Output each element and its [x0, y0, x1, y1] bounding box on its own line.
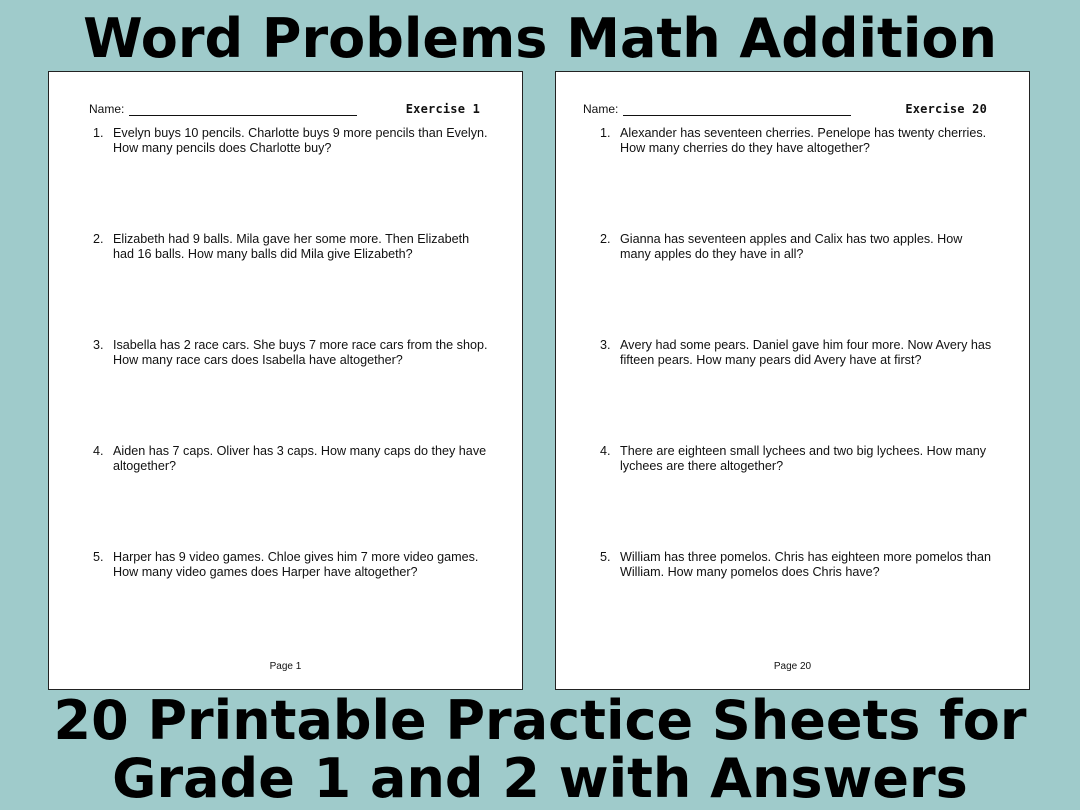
problem-text: Harper has 9 video games. Chloe gives him 7 more video games. How many video games does Harper have altogether? [113, 550, 479, 579]
problem-text: Elizabeth had 9 balls. Mila gave her some more. Then Elizabeth had 16 balls. How many balls did Mila give Elizabeth? [113, 232, 470, 261]
problem-text: Evelyn buys 10 pencils. Charlotte buys 9 more pencils than Evelyn. How many pencils does Charlotte buy? [113, 126, 488, 155]
problem-item [600, 232, 992, 262]
problem-number: 3. [93, 338, 104, 352]
problem-item [93, 550, 493, 580]
problem-number: 4. [93, 444, 104, 458]
problem-text: Gianna has seventeen apples and Calix has two apples. How many apples do they have in all? [620, 232, 963, 261]
problem-item [600, 550, 992, 580]
problem-item [600, 126, 992, 156]
problem-item [600, 338, 992, 368]
subtitle-line-1: 20 Printable Practice Sheets for [53, 689, 1027, 752]
problem-item [93, 232, 493, 262]
problem-text: There are eighteen small lychees and two big lychees. How many lychees are there altogether? [620, 444, 987, 473]
name-label: Name: [583, 102, 619, 116]
name-label: Name: [89, 102, 125, 116]
problem-text: Alexander has seventeen cherries. Penelope has twenty cherries. How many cherries do they have altogether? [620, 126, 987, 155]
worksheet-exercise-1 [48, 71, 523, 690]
problem-text: Avery had some pears. Daniel gave him four more. Now Avery has fifteen pears. How many pears did Avery have at first? [620, 338, 992, 367]
page-title: Word Problems Math Addition [83, 7, 997, 70]
sheet-header [89, 102, 480, 118]
problem-text: William has three pomelos. Chris has eighteen more pomelos than William. How many pomelos does Chris have? [620, 550, 991, 579]
page-number: Page 20 [773, 661, 812, 672]
problem-item [93, 444, 493, 474]
problem-number: 1. [93, 126, 104, 140]
sheet-header [583, 102, 987, 118]
problem-number: 2. [93, 232, 104, 246]
name-line [129, 115, 357, 116]
problem-text: Aiden has 7 caps. Oliver has 3 caps. How many caps do they have altogether? [113, 444, 487, 473]
problem-text: Isabella has 2 race cars. She buys 7 more race cars from the shop. How many race cars does Isabella have altogether? [113, 338, 488, 367]
exercise-label: Exercise 20 [905, 102, 987, 116]
problem-number: 3. [600, 338, 611, 352]
problem-number: 2. [600, 232, 611, 246]
exercise-label: Exercise 1 [405, 102, 480, 116]
problem-item [600, 444, 992, 474]
worksheet-exercise-20 [555, 71, 1030, 690]
subtitle-line-2: Grade 1 and 2 with Answers [112, 747, 968, 810]
problem-number: 5. [93, 550, 104, 564]
problem-number: 5. [600, 550, 611, 564]
problem-item [93, 338, 493, 368]
page-number: Page 1 [269, 661, 302, 672]
problem-number: 4. [600, 444, 611, 458]
problem-number: 1. [600, 126, 611, 140]
problem-item [93, 126, 493, 156]
name-line [623, 115, 851, 116]
